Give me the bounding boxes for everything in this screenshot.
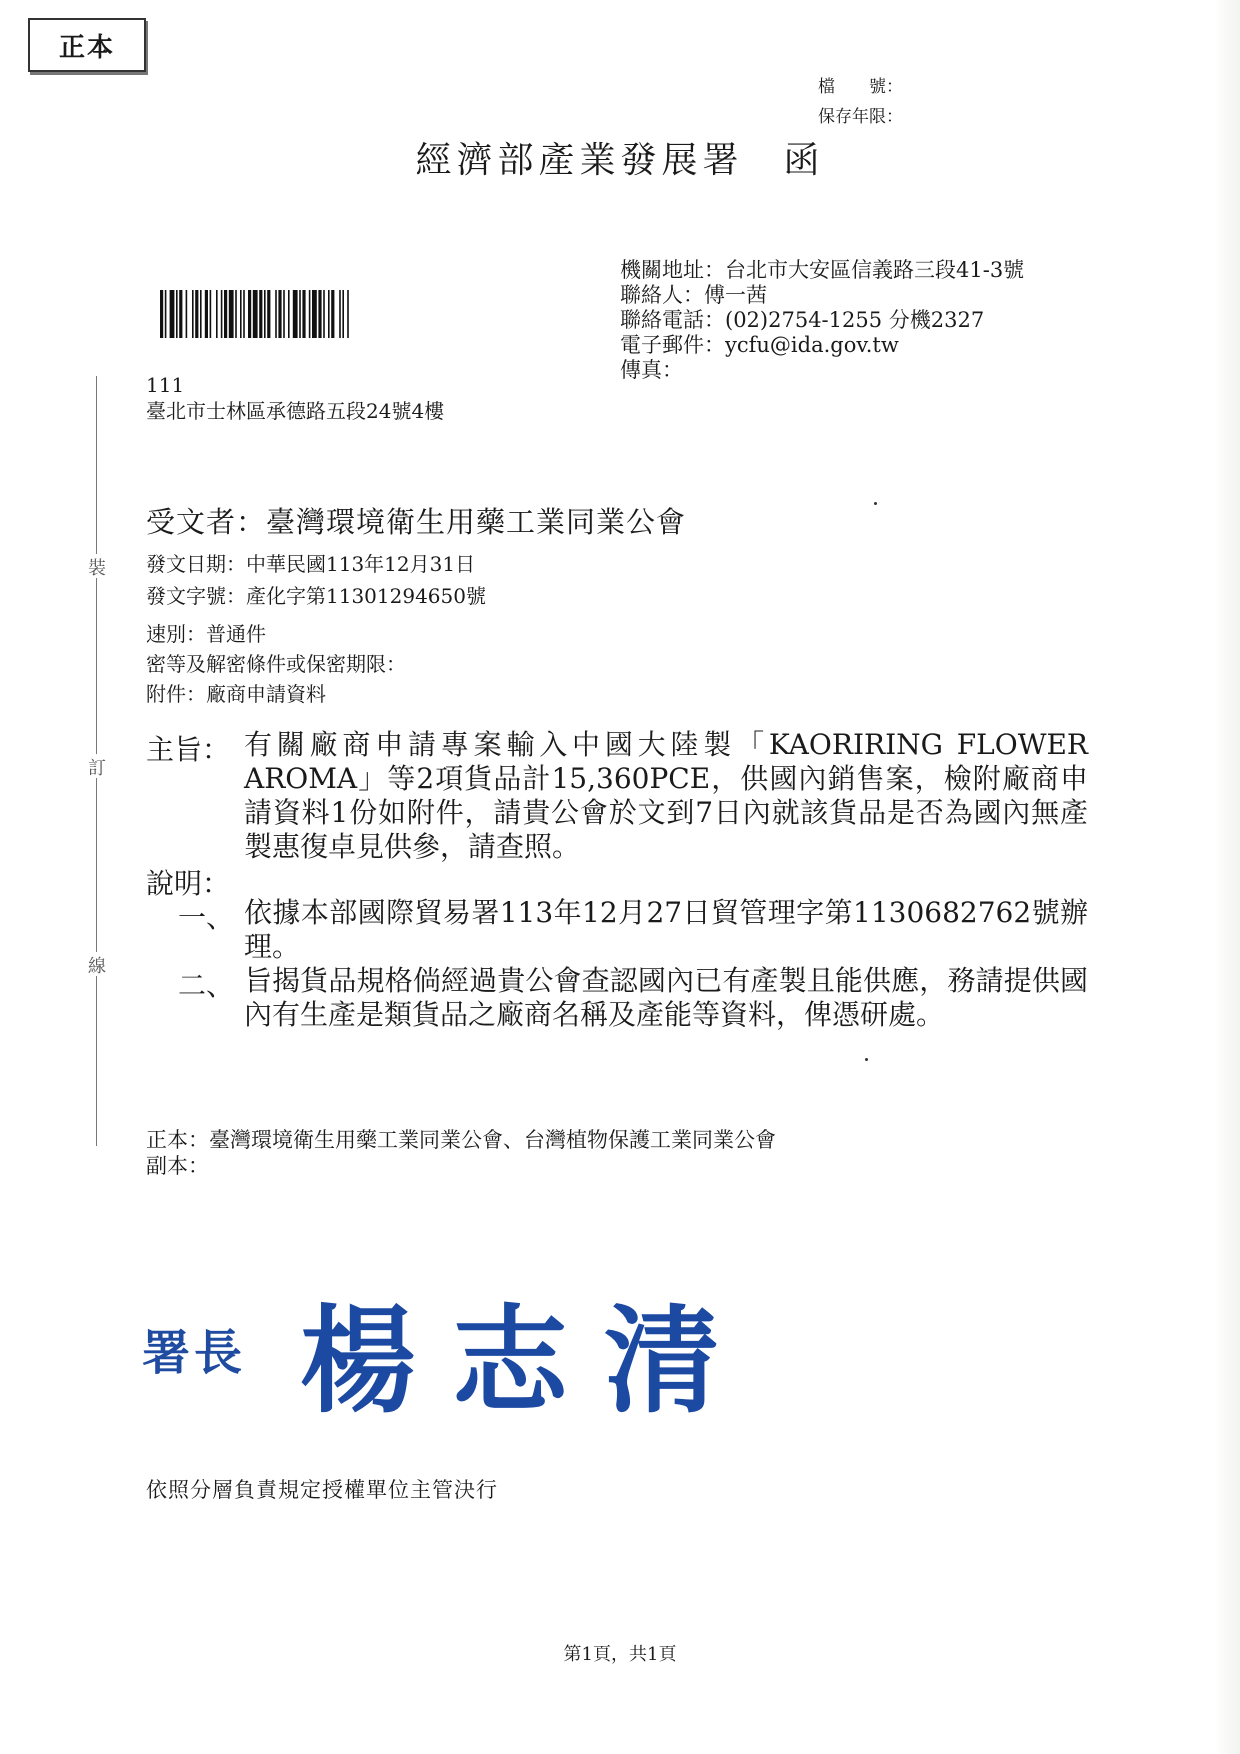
contact-block bbox=[620, 258, 1024, 383]
original-copy-stamp: 正本 bbox=[28, 18, 146, 72]
binding-mark-zhuang: 裝 bbox=[88, 554, 106, 578]
original-recipients: 正本：臺灣環境衛生用藥工業同業公會、台灣植物保護工業同業公會 bbox=[146, 1128, 776, 1152]
explanation-item-text: 依據本部國際貿易署113年12月27日貿管理字第1130682762號辦理。 bbox=[244, 896, 1088, 963]
explanation-label: 說明： bbox=[146, 867, 231, 900]
copy-recipients: 副本： bbox=[146, 1154, 209, 1178]
street-address: 臺北市士林區承德路五段24號4樓 bbox=[146, 399, 445, 423]
recipient-mailing-address bbox=[146, 372, 444, 424]
page-number: 第1頁，共1頁 bbox=[563, 1644, 677, 1665]
secrecy-level: 密等及解密條件或保密期限： bbox=[146, 652, 406, 676]
document-title bbox=[0, 132, 1240, 183]
signature-name: 楊志清 bbox=[300, 1293, 756, 1429]
contact-phone: 聯絡電話：(02)2754-1255 分機2327 bbox=[620, 308, 985, 332]
contact-fax: 傳真： bbox=[620, 358, 683, 382]
document-number: 發文字號：產化字第11301294650號 bbox=[146, 584, 486, 608]
barcode-image bbox=[160, 290, 426, 338]
subject-label: 主旨： bbox=[146, 733, 231, 766]
explanation-item-number: 二、 bbox=[178, 969, 235, 1002]
document-type: 函 bbox=[783, 140, 825, 181]
recipient-line: 受文者：臺灣環境衛生用藥工業同業公會 bbox=[146, 505, 687, 539]
binding-mark-xian: 線 bbox=[88, 952, 106, 976]
retention-period-label: 保存年限： bbox=[818, 107, 903, 127]
contact-person: 聯絡人：傅一茜 bbox=[620, 283, 767, 307]
agency-address: 機關地址：台北市大安區信義路三段41-3號 bbox=[620, 258, 1025, 282]
binding-mark-ding: 訂 bbox=[88, 754, 106, 778]
subject-text: 有關廠商申請專案輸入中國大陸製「KAORIRING FLOWER AROMA」等2項貨品計15,360PCE，供國內銷售案，檢附廠商申請資料1份如附件，請貴公會於文到7日內就該貨品是否為國內無產製惠復卓見供參，請查照。 bbox=[244, 728, 1088, 863]
contact-email: 電子郵件：ycfu@ida.gov.tw bbox=[620, 333, 899, 357]
authorization-note: 依照分層負責規定授權單位主管決行 bbox=[146, 1478, 498, 1502]
delivery-speed: 速別：普通件 bbox=[146, 622, 266, 646]
file-number-label: 檔 號： bbox=[818, 77, 903, 97]
scan-edge-shadow bbox=[1214, 0, 1240, 1754]
signature-title: 署長 bbox=[142, 1325, 247, 1381]
explanation-item-number: 一、 bbox=[178, 901, 235, 934]
postal-code: 111 bbox=[146, 373, 185, 397]
scan-speck bbox=[865, 1058, 868, 1061]
agency-name: 經濟部產業發展署 bbox=[415, 140, 744, 181]
issue-date: 發文日期：中華民國113年12月31日 bbox=[146, 552, 476, 576]
scan-speck bbox=[874, 502, 877, 505]
explanation-item-text: 旨揭貨品規格倘經過貴公會查認國內已有產製且能供應，務請提供國內有生產是類貨品之廠商名稱及產能等資料，俾憑研處。 bbox=[244, 964, 1088, 1031]
attachment-line: 附件：廠商申請資料 bbox=[146, 682, 326, 706]
